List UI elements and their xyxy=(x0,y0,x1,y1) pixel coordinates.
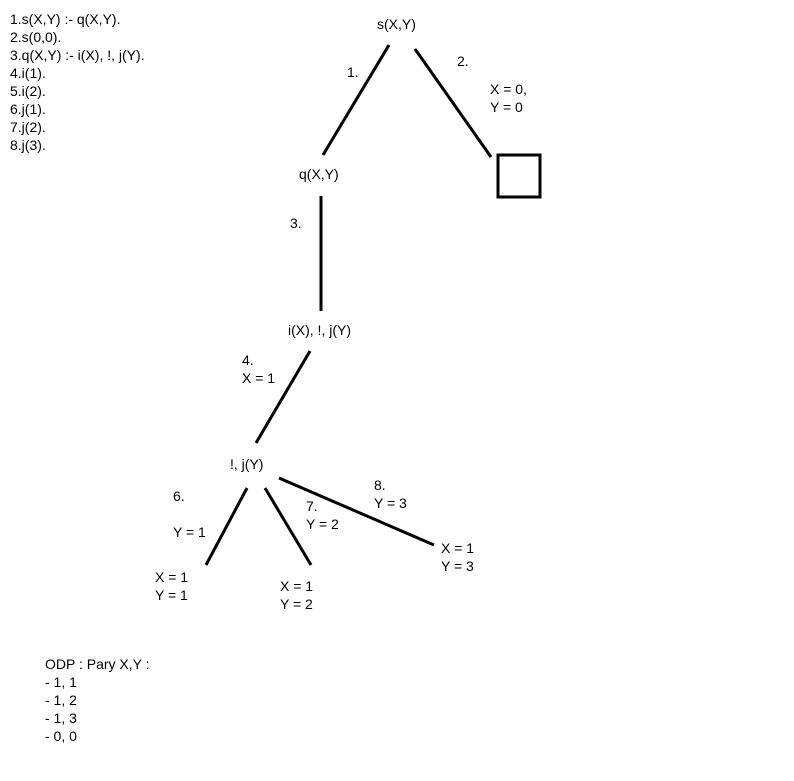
edge-6-sub: Y = 1 xyxy=(173,524,206,540)
edge-4 xyxy=(256,351,310,443)
edge-6-label: 6. xyxy=(173,488,185,504)
edge-7-sub: Y = 2 xyxy=(306,516,339,532)
edge-8 xyxy=(279,478,434,545)
edge-1 xyxy=(323,45,389,155)
edge-7-label: 7. xyxy=(306,498,318,514)
answer-pair: - 1, 2 xyxy=(45,692,77,708)
edge-2 xyxy=(415,49,491,157)
answer-pair: - 1, 3 xyxy=(45,710,77,726)
edge-2-sub-y: Y = 0 xyxy=(490,99,523,115)
edge-6 xyxy=(206,488,247,565)
edge-8-sub: Y = 3 xyxy=(374,495,407,511)
rule-item: 8.j(3). xyxy=(10,137,46,153)
node-ij: i(X), !, j(Y) xyxy=(288,322,351,338)
success-box xyxy=(498,155,540,197)
edge-7 xyxy=(265,488,311,565)
leaf-2-x: X = 1 xyxy=(280,578,314,594)
edge-1-label: 1. xyxy=(347,64,359,80)
rule-item: 2.s(0,0). xyxy=(10,29,62,45)
edge-4-label: 4. xyxy=(242,352,254,368)
node-q: q(X,Y) xyxy=(299,166,339,182)
rule-item: 5.i(2). xyxy=(10,83,46,99)
answer-block xyxy=(45,655,150,745)
answer-pair: - 1, 1 xyxy=(45,674,77,690)
edge-3-label: 3. xyxy=(290,215,302,231)
rules-list xyxy=(10,10,145,154)
answer-heading: ODP : Pary X,Y : xyxy=(45,656,150,672)
edge-2-sub-x: X = 0, xyxy=(490,81,527,97)
edge-8-label: 8. xyxy=(374,477,386,493)
leaf-3-x: X = 1 xyxy=(441,540,475,556)
node-cut-j: !, j(Y) xyxy=(230,456,264,472)
rule-item: 1.s(X,Y) :- q(X,Y). xyxy=(10,11,121,27)
rule-item: 4.i(1). xyxy=(10,65,46,81)
node-root: s(X,Y) xyxy=(377,16,416,32)
edge-4-sub: X = 1 xyxy=(242,370,276,386)
rule-item: 6.j(1). xyxy=(10,101,46,117)
edge-2-label: 2. xyxy=(457,53,469,69)
leaf-1-x: X = 1 xyxy=(155,569,189,585)
leaf-1-y: Y = 1 xyxy=(155,587,188,603)
leaf-3-y: Y = 3 xyxy=(441,558,474,574)
rule-item: 3.q(X,Y) :- i(X), !, j(Y). xyxy=(10,47,145,63)
answer-pair: - 0, 0 xyxy=(45,728,77,744)
leaf-2-y: Y = 2 xyxy=(280,596,313,612)
rule-item: 7.j(2). xyxy=(10,119,46,135)
